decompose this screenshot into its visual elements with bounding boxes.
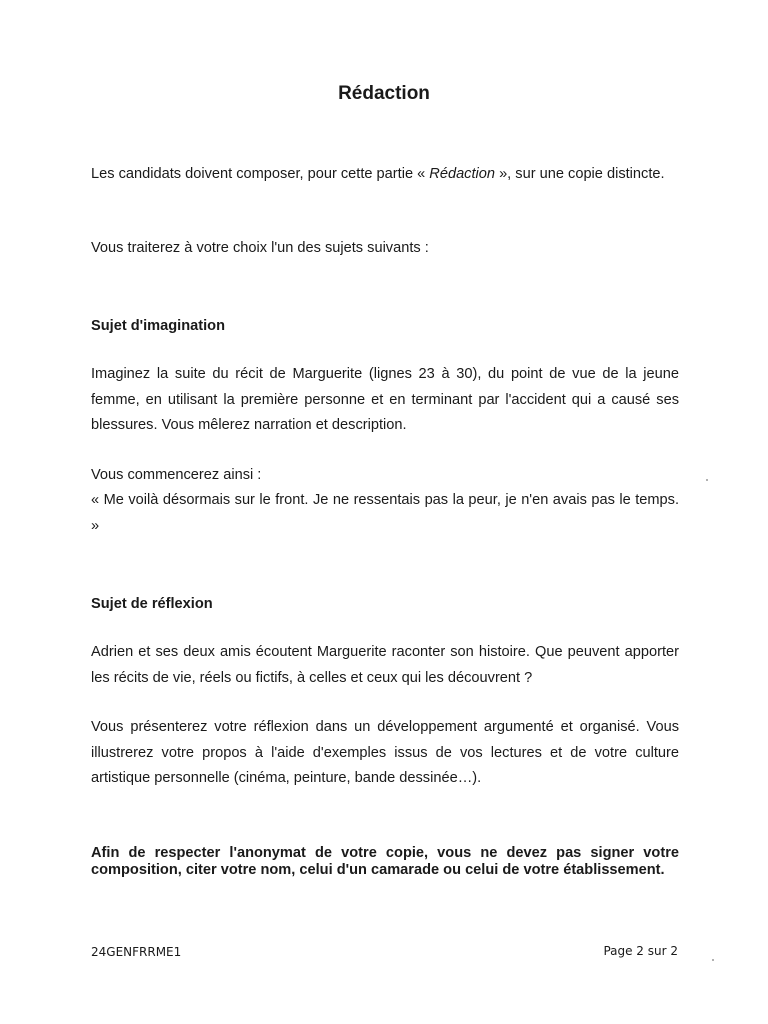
imagination-start-label: Vous commencerez ainsi : [91, 467, 262, 483]
intro-text-before: Les candidats doivent composer, pour cette partie « [91, 166, 430, 182]
footer-code: 24GENFRRME1 [91, 945, 182, 959]
imagination-paragraph: Imaginez la suite du récit de Marguerite (lignes 23 à 30), du point de vue de la jeune femme, en utilisant la première personne et en terminant par l'accident qui a causé ses blessures. Vous mêlerez narration et description. [91, 366, 679, 433]
reflexion-paragraph-2: Vous présenterez votre réflexion dans un développement argumenté et organisé. Vous illustrerez votre propos à l'aide d'exemples issus de vos lectures et de votre culture artistique personnelle (cinéma, peinture, bande dessinée…). [91, 719, 679, 786]
reflexion-heading: Sujet de réflexion [91, 596, 213, 612]
imagination-heading: Sujet d'imagination [91, 318, 226, 334]
footer-page-number: Page 2 sur 2 [603, 944, 678, 958]
scan-speck [706, 479, 708, 481]
anonymity-notice: Afin de respecter l'anonymat de votre copie, vous ne devez pas signer votre composition, citer votre nom, celui d'un camarade ou celui de votre établissement. [91, 845, 679, 878]
scan-speck [712, 959, 714, 961]
page-title: Rédaction [338, 83, 430, 104]
reflexion-paragraph-1: Adrien et ses deux amis écoutent Marguerite raconter son histoire. Que peuvent apporter les récits de vie, réels ou fictifs, à celles et ceux qui les découvrent ? [91, 644, 679, 686]
imagination-quote: « Me voilà désormais sur le front. Je ne ressentais pas la peur, je n'en avais pas le temps. » [91, 492, 679, 534]
choice-paragraph: Vous traiterez à votre choix l'un des sujets suivants : [91, 240, 429, 256]
intro-text-italic: Rédaction [429, 166, 496, 182]
intro-paragraph [91, 162, 679, 188]
intro-text-after: », sur une copie distincte. [495, 166, 665, 182]
